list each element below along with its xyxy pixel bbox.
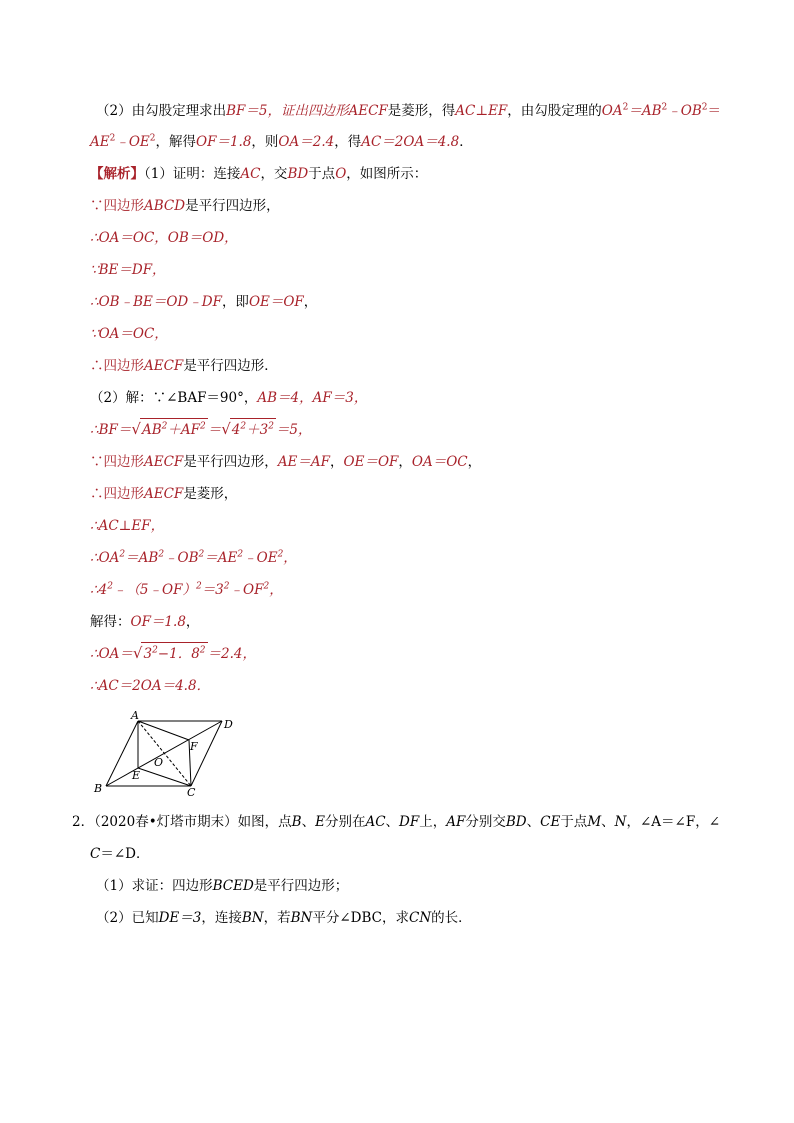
problem-number: 2． [72,814,95,830]
text: 、 [385,814,400,830]
text: ﹣OE [115,134,150,150]
text: 、 [526,814,541,830]
text: ＝AB [628,103,662,119]
label-d: D [224,718,233,731]
text: B [291,814,302,830]
proof-line-12 [90,548,297,568]
text: AC⊥EF [455,103,508,119]
text: O [335,166,347,182]
text: AC [365,814,386,830]
text: （2）解：∵∠BAF＝90°， [90,390,258,406]
parallelogram-figure [86,706,246,798]
text: （1）求证：四边形 [96,878,213,894]
text: BD [505,814,527,830]
sqrt-body [141,642,207,665]
text: ，连接 [201,910,242,926]
text: ∵四边形 [90,198,144,214]
text: 分别在 [324,814,366,830]
superscript: 2 [195,581,202,592]
label-a: A [131,709,139,722]
problem-source: （2020春•灯塔市期末） [94,814,238,830]
superscript: 2 [119,549,126,560]
text: ﹣OF [229,582,264,598]
text: AB＝4，AF＝3， [257,390,368,406]
text: 的长． [431,910,472,926]
text: ﹣OE [243,550,278,566]
text: 解得： [90,614,131,630]
text: ＝5， [275,422,312,438]
text: OA＝2.4 [278,134,335,150]
text: ， [283,550,297,566]
text: ＝ [707,103,721,119]
text: 是平行四边形． [183,358,278,374]
superscript: 2 [240,421,247,432]
superscript: 2 [277,549,284,560]
proof-line-14 [90,612,199,632]
text: 、 [301,814,316,830]
text: AF [446,814,466,830]
label-b: B [94,782,103,795]
text: M [587,814,602,830]
superscript: 2 [158,549,165,560]
text: 于点 [308,166,336,182]
text: AECF [144,454,184,470]
text: ，由勾股定理的 [507,103,602,119]
jiexi-heading [90,164,427,184]
superscript: 2 [263,581,270,592]
text: DE＝3 [158,910,202,926]
text: AC [240,166,261,182]
superscript: 2 [161,421,168,432]
text: ∵四边形 [90,454,144,470]
text: ∴OA＝ [90,646,133,662]
sqrt-body [140,418,208,441]
text: ﹣OB [164,550,199,566]
text: BCED [212,878,254,894]
text: ∴4 [90,582,108,598]
proof-line-1 [90,196,280,216]
text: ，解得 [155,134,197,150]
sqrt-symbol: √ [131,420,141,438]
text: E [315,814,325,830]
text: ，即 [221,294,249,310]
text: 如图，点 [237,814,292,830]
problem-2-question-1 [96,876,348,896]
text: 、 [601,814,615,830]
text: （2）由勾股定理求出 [96,103,227,119]
sqrt-symbol: √ [221,420,231,438]
proof-line-10 [90,484,237,504]
text: （2）已知 [96,910,159,926]
superscript: 2 [237,549,244,560]
text: AE [90,134,110,150]
text: 是平行四边形， [185,198,280,214]
problem-2-line-1 [72,812,720,832]
text: 平分∠DBC，求 [312,910,409,926]
text: 上， [419,814,447,830]
proof-line-15 [90,642,256,665]
text: ＝ [207,422,222,438]
text: ＋AF [167,422,200,438]
text: AECF [144,486,184,502]
proof-line-8 [90,418,312,441]
text: ， [185,614,200,630]
text: ＋3 [246,422,269,438]
text: 是平行四边形； [253,878,349,894]
text: 分别交 [465,814,506,830]
text: ，如图所示： [346,166,428,182]
text: ，若 [263,910,291,926]
text: ， [269,582,283,598]
text: C [90,846,101,862]
text: ， [467,454,482,470]
problem-2-question-2 [96,908,472,928]
text: OE＝OF [248,294,304,310]
text: OF＝1.8 [130,614,186,630]
text: OF＝1.8 [196,134,252,150]
superscript: 2 [109,133,116,144]
text: 是菱形，得 [387,103,456,119]
text: ， [398,454,412,470]
superscript: 2 [152,645,158,656]
text: ∴BF＝ [90,422,132,438]
text: ， [330,454,344,470]
proof-line-16: ∴AC＝2OA＝4.8． [90,678,211,694]
text: 是菱形， [183,486,238,502]
superscript: 2 [149,133,156,144]
text: OA [601,103,623,119]
text: BD [287,166,309,182]
text: BN [241,910,264,926]
text: 是平行四边形， [183,454,278,470]
proof-line-9 [90,452,481,472]
label-c: C [187,786,196,798]
superscript: 2 [622,102,629,113]
text: 于点 [560,814,588,830]
text: ，得 [334,134,362,150]
superscript: 2 [661,102,668,113]
text: CE [540,814,561,830]
text: AECF [348,103,388,119]
label-e: E [132,769,141,782]
text: ∴OA [90,550,120,566]
text: BN [290,910,313,926]
superscript: 2 [107,581,113,592]
proof-line-5: ∵OA＝OC， [90,326,168,342]
text: ＝3 [201,582,224,598]
text: ﹣（5﹣OF） [112,582,196,598]
text: ， [303,294,318,310]
proof-line-11: ∴AC⊥EF， [90,518,165,534]
proof-line-2: ∴OA＝OC，OB＝OD， [90,230,238,246]
proof-line-6 [90,356,278,376]
text: ＝∠D． [100,846,150,862]
text: 4 [231,422,241,438]
label-f: F [190,740,198,753]
text: ，交 [260,166,288,182]
text: AE＝AF [277,454,331,470]
text: （1）证明：连接 [144,166,241,182]
superscript: 2 [199,645,206,656]
text: AC＝2OA＝4.8 [361,134,460,150]
label-o: O [154,756,164,769]
text: OA＝OC [411,454,468,470]
text: ∴四边形 [90,358,144,374]
edge-dc [191,721,222,786]
analysis-line-1 [96,101,721,121]
text: ． [459,134,473,150]
sqrt-symbol: √ [132,644,143,662]
sqrt-body [230,418,276,441]
text: N [614,814,627,830]
problem-2-line-2 [90,844,149,864]
text: ＝2.4， [207,646,257,662]
text: DF [399,814,420,830]
superscript: 2 [199,421,206,432]
text: ∴OB﹣BE＝OD﹣DF [90,294,222,310]
text: AECF [144,358,184,374]
proof-line-4 [90,292,317,312]
text: ABCD [144,198,186,214]
text: BF＝5，证出四边形 [226,103,349,119]
text: CN [408,910,432,926]
analysis-line-2 [90,132,473,152]
text: ，则 [251,134,279,150]
text: OE＝OF [343,454,399,470]
text: ＝AB [125,550,159,566]
text: ﹣OB [667,103,702,119]
jiexi-tag: 【解析】 [90,166,144,182]
proof-line-7 [90,388,367,408]
superscript: 2 [268,421,274,432]
proof-line-3: ∵BE＝DF， [90,262,166,278]
text: ，∠A＝∠F，∠ [626,814,721,830]
superscript: 2 [701,102,708,113]
text: ＝AE [204,550,238,566]
text: AB [141,422,162,438]
text: −1．8 [157,646,200,662]
text: ∴四边形 [90,486,144,502]
proof-line-13 [90,580,283,600]
text: 3 [143,646,153,662]
superscript: 2 [198,549,205,560]
superscript: 2 [223,581,230,592]
